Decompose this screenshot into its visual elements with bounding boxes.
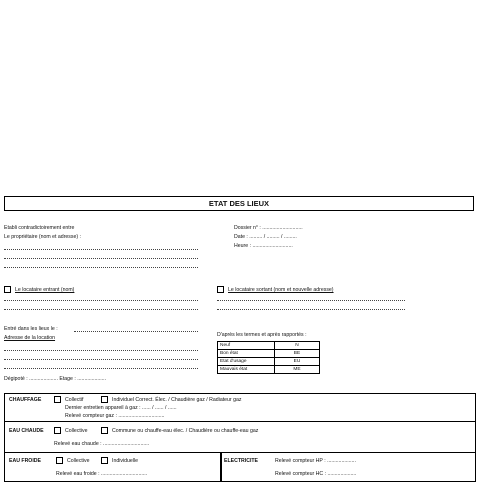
- tenant-in-label: Le locataire entrant (nom): [15, 287, 75, 293]
- page-title: ETAT DES LIEUX: [4, 196, 474, 211]
- heating-collective-label: Collectif: [65, 397, 84, 403]
- hot-water-individual-checkbox[interactable]: [101, 427, 108, 434]
- cold-water-label: EAU FROIDE: [9, 458, 41, 464]
- state-label: Neuf: [218, 342, 275, 350]
- state-code: EU: [275, 358, 320, 366]
- address-line-1[interactable]: [4, 350, 198, 351]
- cold-water-individual-checkbox[interactable]: [101, 457, 108, 464]
- heating-maintenance-line: Dernier entretien appareil à gaz : ...... / ...... / ......: [65, 405, 177, 411]
- electricity-label: ELECTRICITE: [224, 458, 259, 464]
- cold-water-collective-label: Collective: [67, 458, 90, 464]
- hour-field: Heure : ............................: [234, 243, 293, 249]
- heating-individual-checkbox[interactable]: [101, 396, 108, 403]
- heating-gas-meter-line: Relevé compteur gaz : ................................: [65, 413, 165, 419]
- tenant-out-line-1[interactable]: [217, 300, 405, 301]
- hot-water-individual-label: Commune ou chauffe-eau élec. / Chaudière ou chauffe-eau gaz: [112, 428, 259, 434]
- intro-text: Etabli contradictoirement entre: [4, 225, 75, 231]
- owner-line-1[interactable]: [4, 249, 198, 250]
- tenant-in-line-1[interactable]: [4, 300, 198, 301]
- cold-water-section: [4, 452, 476, 482]
- owner-line-2[interactable]: [4, 258, 198, 259]
- cold-water-collective-checkbox[interactable]: [56, 457, 63, 464]
- terms-label: D'après les termes et après rapportés :: [217, 332, 307, 338]
- floor-label: Dégipoté : .................... Etage : ....................: [4, 376, 107, 382]
- table-row: [218, 350, 320, 358]
- entry-label: Entré dans les lieux le :: [4, 326, 58, 332]
- state-code: N: [275, 342, 320, 350]
- address-label: Adresse de la location: [4, 335, 56, 341]
- hot-water-collective-checkbox[interactable]: [54, 427, 61, 434]
- date-field: Date : ......... / ......... / .........: [234, 234, 297, 240]
- tenant-out-line-2[interactable]: [217, 309, 405, 310]
- electricity-hp-line: Relevé compteur HP : ....................: [275, 458, 356, 464]
- address-line-2[interactable]: [4, 359, 198, 360]
- file-number: Dossier n° : ............................: [234, 225, 303, 231]
- state-code: BE: [275, 350, 320, 358]
- tenant-out-checkbox[interactable]: [217, 286, 224, 293]
- table-row: [218, 342, 320, 350]
- entry-line[interactable]: [74, 331, 198, 332]
- table-row: [218, 358, 320, 366]
- hot-water-section: [4, 421, 476, 453]
- address-line-3[interactable]: [4, 368, 198, 369]
- state-code: ME: [275, 366, 320, 374]
- heating-collective-checkbox[interactable]: [54, 396, 61, 403]
- cold-water-individual-label: Individuelle: [112, 458, 138, 464]
- state-label: Bon état: [218, 350, 275, 358]
- state-label: Mauvais état: [218, 366, 275, 374]
- owner-line-3[interactable]: [4, 267, 198, 268]
- tenant-in-checkbox[interactable]: [4, 286, 11, 293]
- heating-label: CHAUFFAGE: [9, 397, 42, 403]
- tenant-in-line-2[interactable]: [4, 309, 198, 310]
- owner-label: Le propriétaire (nom et adresse) :: [4, 234, 81, 240]
- tenant-out-label: Le locataire sortant (nom et nouvelle adresse): [228, 287, 334, 293]
- state-legend-table: [217, 341, 320, 374]
- state-label: Etat d'usage: [218, 358, 275, 366]
- electricity-hc-line: Relevé compteur HC : ....................: [275, 471, 357, 477]
- hot-water-collective-label: Collective: [65, 428, 88, 434]
- hot-water-meter-line: Relevé eau chaude : ................................: [54, 441, 150, 447]
- cold-water-meter-line: Relevé eau froide : ................................: [56, 471, 148, 477]
- table-row: [218, 366, 320, 374]
- section-divider: [220, 452, 222, 482]
- hot-water-label: EAU CHAUDE: [9, 428, 44, 434]
- heating-individual-label: Individuel Correct. Élec. / Chaudière gaz / Radiateur gaz: [112, 397, 242, 403]
